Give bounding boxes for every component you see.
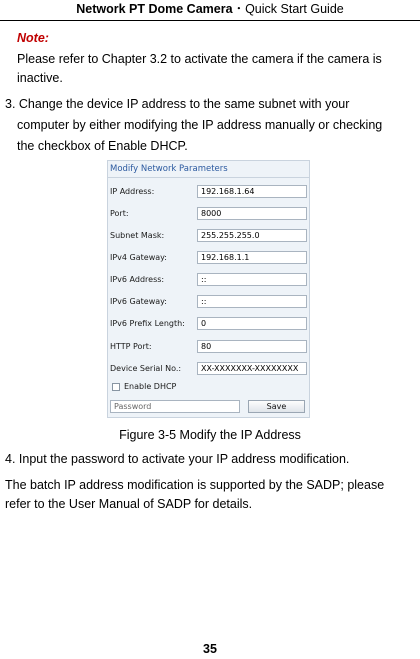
- step3-line-1: 3. Change the device IP address to the same subnet with your: [5, 97, 350, 111]
- ipv6-prefix-length-field[interactable]: 0: [197, 317, 307, 330]
- device-serial-label: Device Serial No.:: [110, 364, 182, 373]
- note-line-2: inactive.: [17, 71, 63, 85]
- page-number: 35: [203, 642, 217, 656]
- header-separator: ・: [232, 2, 246, 16]
- ipv4-gateway-field[interactable]: 192.168.1.1: [197, 251, 307, 264]
- http-port-label: HTTP Port:: [110, 342, 152, 351]
- http-port-field[interactable]: 80: [197, 340, 307, 353]
- device-serial-field: XX-XXXXXXX-XXXXXXXX: [197, 362, 307, 375]
- subnet-mask-field[interactable]: 255.255.255.0: [197, 229, 307, 242]
- ip-address-field[interactable]: 192.168.1.64: [197, 185, 307, 198]
- save-button[interactable]: Save: [248, 400, 305, 413]
- ipv4-gateway-label: IPv4 Gateway:: [110, 253, 168, 262]
- figure-caption: Figure 3-5 Modify the IP Address: [119, 428, 301, 442]
- modify-network-parameters-dialog: [107, 160, 310, 418]
- step4-text: 4. Input the password to activate your IP address modification.: [5, 452, 350, 466]
- page-header: [0, 0, 420, 21]
- dialog-divider: [108, 177, 309, 178]
- port-label: Port:: [110, 209, 129, 218]
- ipv6-gateway-label: IPv6 Gateway:: [110, 297, 168, 306]
- ipv6-address-field[interactable]: ::: [197, 273, 307, 286]
- step3-line-3: the checkbox of Enable DHCP.: [17, 139, 188, 153]
- step3-line-2: computer by either modifying the IP address manually or checking: [17, 118, 383, 132]
- subnet-mask-label: Subnet Mask:: [110, 231, 165, 240]
- dialog-title: Modify Network Parameters: [110, 164, 228, 174]
- header-guide: Quick Start Guide: [245, 2, 344, 16]
- ipv6-gateway-field[interactable]: ::: [197, 295, 307, 308]
- note-label: Note:: [17, 31, 49, 45]
- batch-line-2: refer to the User Manual of SADP for details.: [5, 497, 253, 511]
- batch-line-1: The batch IP address modification is supported by the SADP; please: [5, 478, 385, 492]
- password-input[interactable]: Password: [110, 400, 240, 413]
- enable-dhcp-checkbox[interactable]: [112, 383, 120, 391]
- port-field[interactable]: 8000: [197, 207, 307, 220]
- note-line-1: Please refer to Chapter 3.2 to activate the camera if the camera is: [17, 52, 382, 66]
- header-product: Network PT Dome Camera: [76, 2, 233, 16]
- ipv6-prefix-length-label: IPv6 Prefix Length:: [110, 319, 185, 328]
- enable-dhcp-label: Enable DHCP: [124, 382, 177, 391]
- ipv6-address-label: IPv6 Address:: [110, 275, 165, 284]
- ip-address-label: IP Address:: [110, 187, 155, 196]
